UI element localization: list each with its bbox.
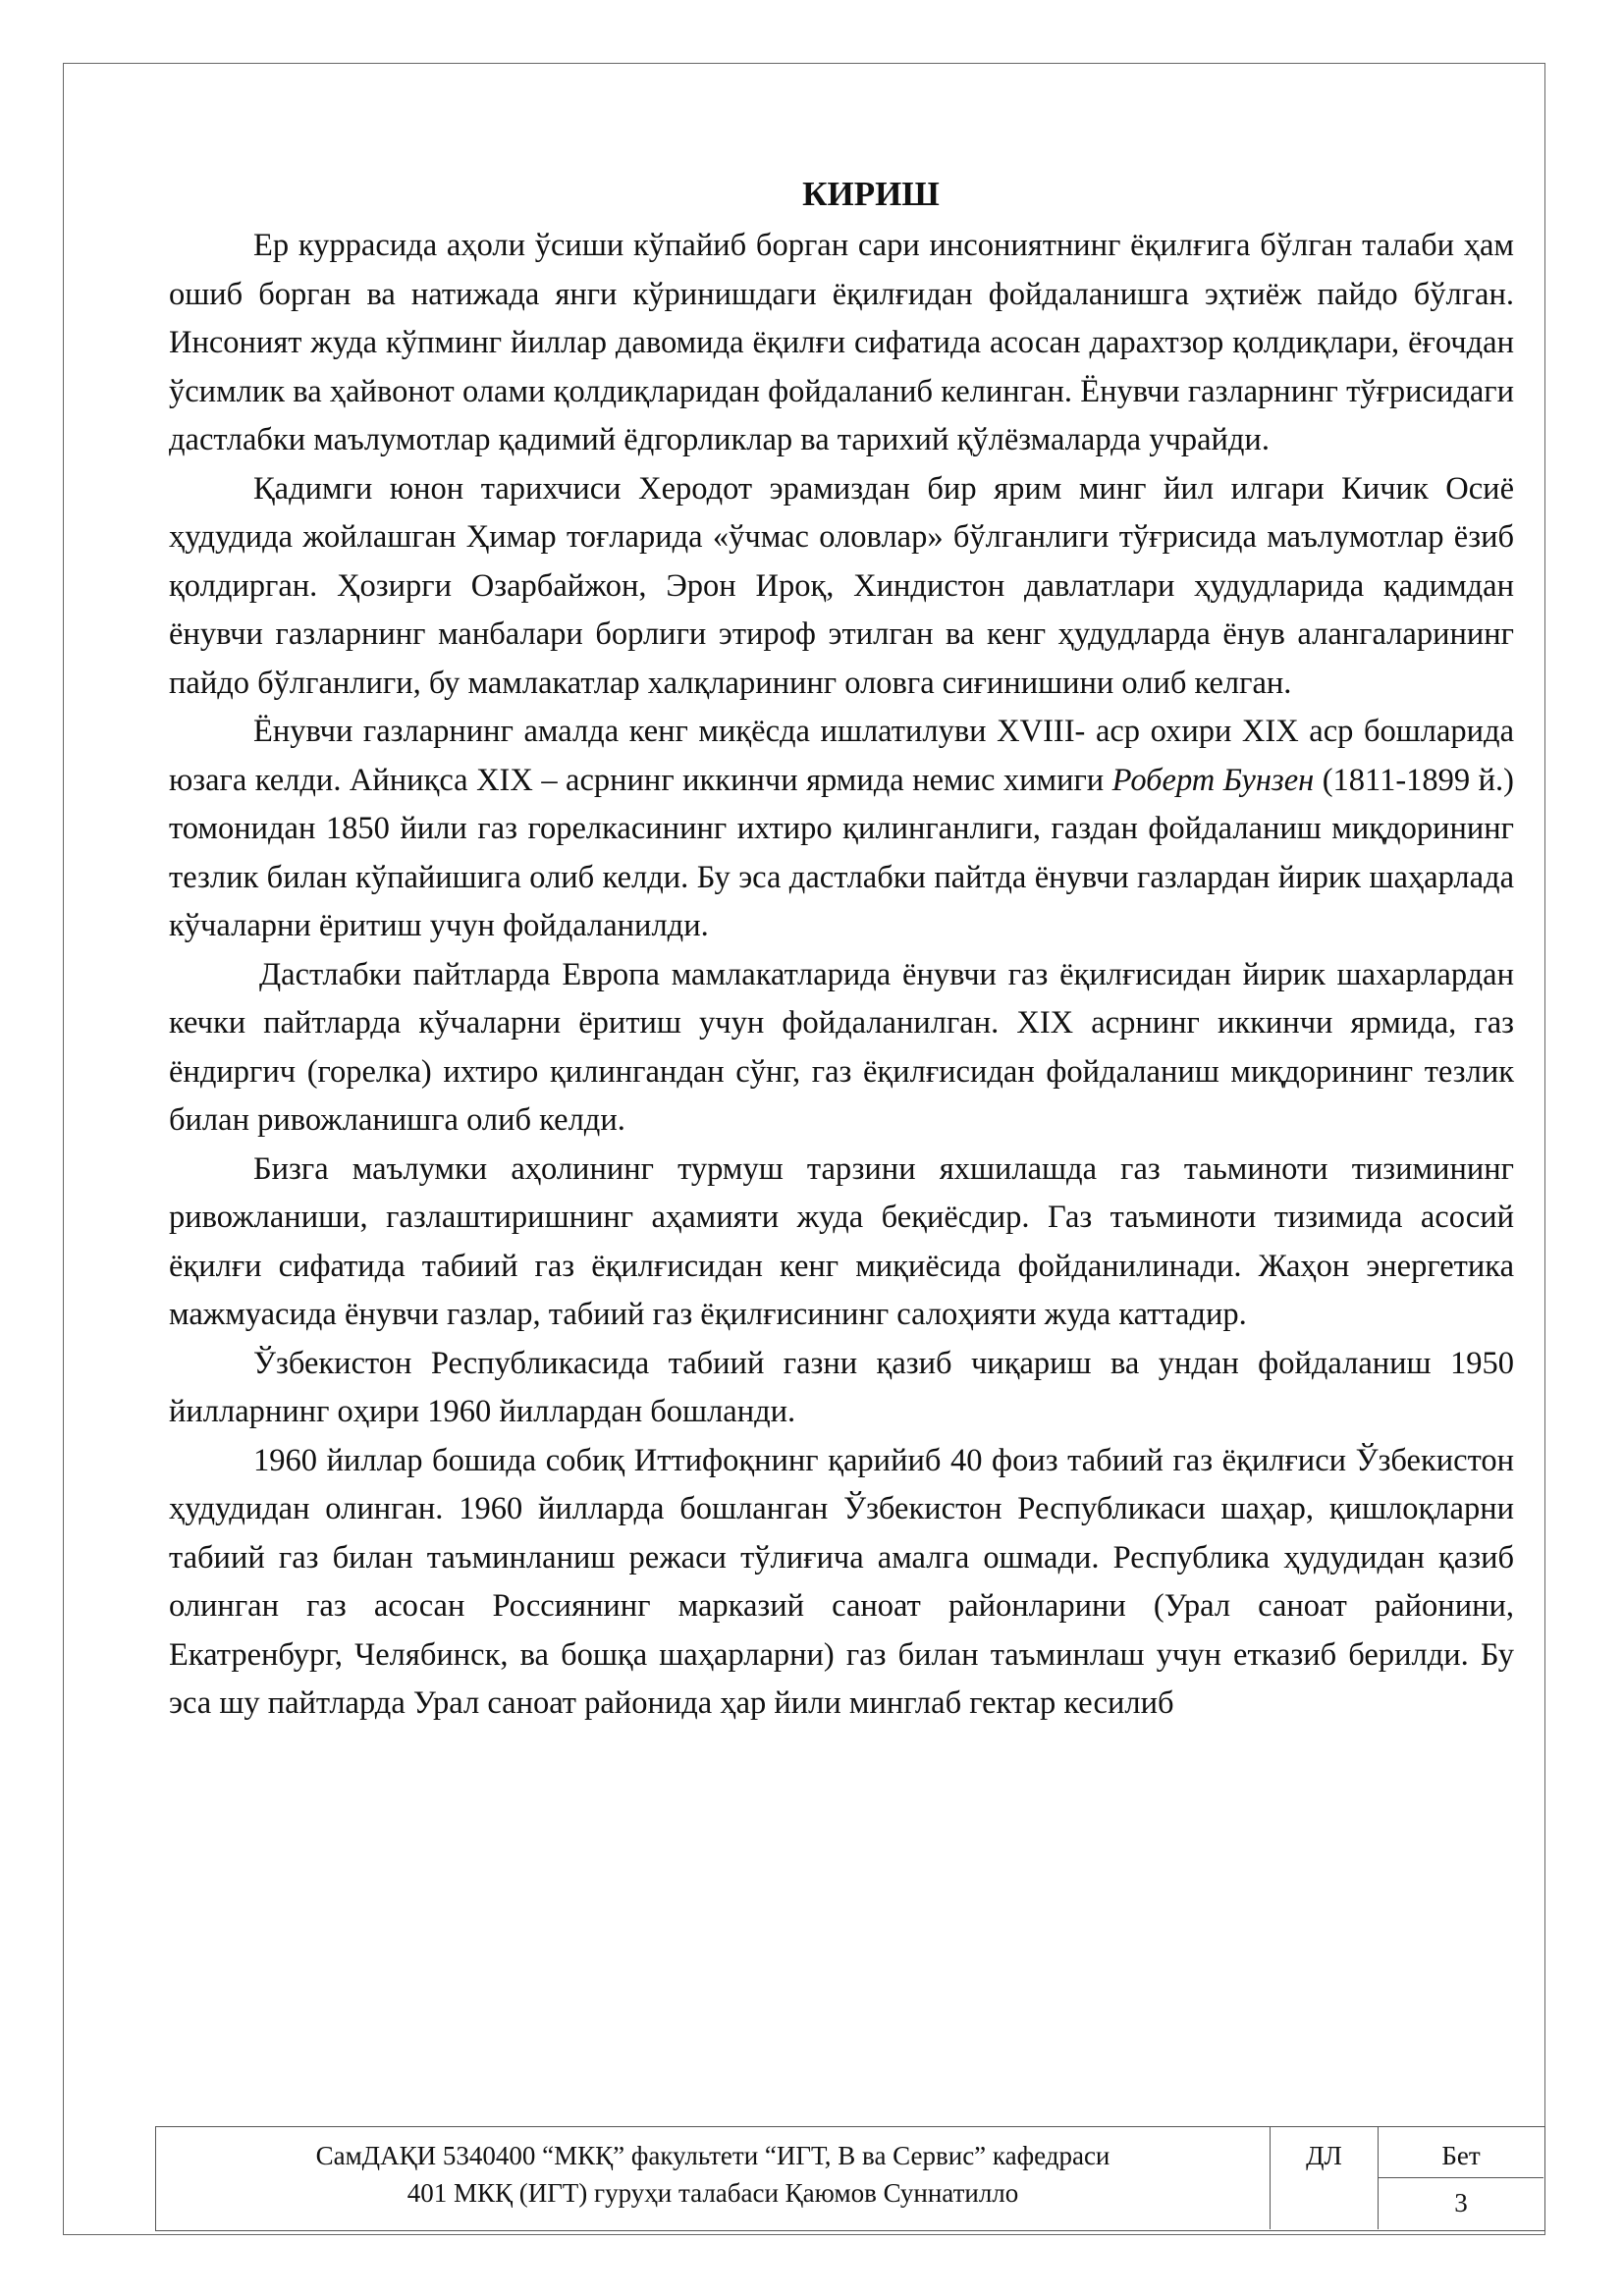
document-body — [169, 169, 1514, 1729]
body-paragraph — [169, 1146, 1514, 1340]
body-paragraph — [169, 1340, 1514, 1437]
body-paragraph — [169, 1437, 1514, 1729]
body-paragraph — [169, 465, 1514, 709]
title-block-dl: ДЛ — [1271, 2127, 1379, 2229]
title-block-line-2: 401 МКҚ (ИГТ) гуруҳи талабаси Қаюмов Суннатилло — [406, 2178, 1019, 2208]
paragraph-list — [169, 222, 1514, 1729]
paragraph-text: Ўзбекистон Республикасида табиий газни қазиб чиқариш ва ундан фойдаланиш 1950 йилларнинг оҳири 1960 йиллардан бошланди. — [169, 1345, 1514, 1429]
paragraph-text: Дастлабки пайтларда Европа мамлакатларида ёнувчи газ ёқилғисидан йирик шахарлардан кечки пайтларда кўчаларни ёритиш учун фойдаланилган. XIX асрнинг иккинчи ярмида, газ ёндиргич (горелка) ихтиро қилингандан сўнг, газ ёқилғисидан фойдаланиш миқдорининг тезлик билан ривожланишга олиб келди. — [169, 956, 1514, 1138]
title-block-page-label: Бет — [1379, 2127, 1543, 2178]
paragraph-text: Қадимги юнон тарихчиси Херодот эрамиздан бир ярим минг йил илгари Кичик Осиё ҳудудида жойлашган Ҳимар тоғларида «ўчмас оловлар» бўлганлиги тўғрисида маълумотлар ёзиб қолдирган. Ҳозирги Озарбайжон, Эрон Ироқ, Хиндистон давлатлари ҳудудларида қадимдан ёнувчи газларнинг манбалари борлиги этироф этилган ва кенг ҳудудларда ёнув алангаларининг пайдо бўлганлиги, бу мамлакатлар халқларининг оловга сиғинишини олиб келган. — [169, 470, 1514, 701]
italic-name: Роберт Бунзен — [1111, 762, 1315, 798]
page-number: 3 — [1454, 2188, 1468, 2217]
title-block-line-1: СамДАҚИ 5340400 “МКҚ” факультети “ИГТ, В ва Сервис” кафедраси — [315, 2141, 1110, 2170]
title-block-description — [156, 2127, 1271, 2229]
body-paragraph — [169, 951, 1514, 1146]
paragraph-text: Ер куррасида аҳоли ўсиши кўпайиб борган сари инсониятнинг ёқилғига бўлган талаби ҳам ошиб борган ва натижада янги кўринишдаги ёқилғидан фойдаланишга эҳтиёж пайдо бўлган. Инсоният жуда кўпминг йиллар давомида ёқилғи сифатида асосан дарахтзор қолдиқлари, ёғочдан ўсимлик ва ҳайвонот олами қолдиқларидан фойдаланиб келинган. Ёнувчи газларнинг тўғрисидаги дастлабки маълумотлар қадимий ёдгорликлар ва тарихий қўлёзмаларда учрайди. — [169, 228, 1514, 457]
title-block — [155, 2126, 1545, 2231]
body-paragraph — [169, 222, 1514, 465]
paragraph-text: Ёнувчи газларнинг амалда кенг миқёсда ишлатилуви XVIII- аср охири XIX аср бошларида юзага келди. Айниқса XIX – асрнинг иккинчи ярмида немис химиги — [169, 714, 1514, 798]
page-title: КИРИШ — [802, 175, 940, 213]
paragraph-text: (1811-1899 й.) томонидан 1850 йили газ горелкасининг ихтиро қилинганлиги, газдан фойдаланиш миқдорининг тезлик билан кўпайишига олиб келди. Бу эса дастлабки пайтда ёнувчи газлардан йирик шаҳарлада кўчаларни ёритиш учун фойдаланилди. — [169, 762, 1514, 943]
paragraph-text: Бизга маълумки аҳолининг турмуш тарзини яхшилашда газ таьминоти тизимининг ривожланиши, газлаштиришнинг аҳамияти жуда беқиёсдир. Газ таъминоти тизимида асосий ёқилғи сифатида табиий газ ёқилғисидан кенг миқиёсида фойданилинади. Жаҳон энергетика мажмуасида ёнувчи газлар, табиий газ ёқилғисининг салоҳияти жуда каттадир. — [169, 1150, 1514, 1332]
body-paragraph — [169, 708, 1514, 951]
paragraph-text: 1960 йиллар бошида собиқ Иттифоқнинг қарийиб 40 фоиз табиий газ ёқилғиси Ўзбекистон ҳудудидан олинган. 1960 йилларда бошланган Ўзбекистон Республикаси шаҳар, қишлоқларни табиий газ билан таъминланиш режаси тўлиғича амалга ошмади. Республика ҳудудидан қазиб олинган газ асосан Россиянинг марказий саноат районларини (Урал саноат районини, Екатренбург, Челябинск, ва бошқа шаҳарларни) газ билан таъминлаш учун етказиб берилди. Бу эса шу пайтларда Урал саноат районида ҳар йили минглаб гектар кесилиб — [169, 1442, 1514, 1721]
